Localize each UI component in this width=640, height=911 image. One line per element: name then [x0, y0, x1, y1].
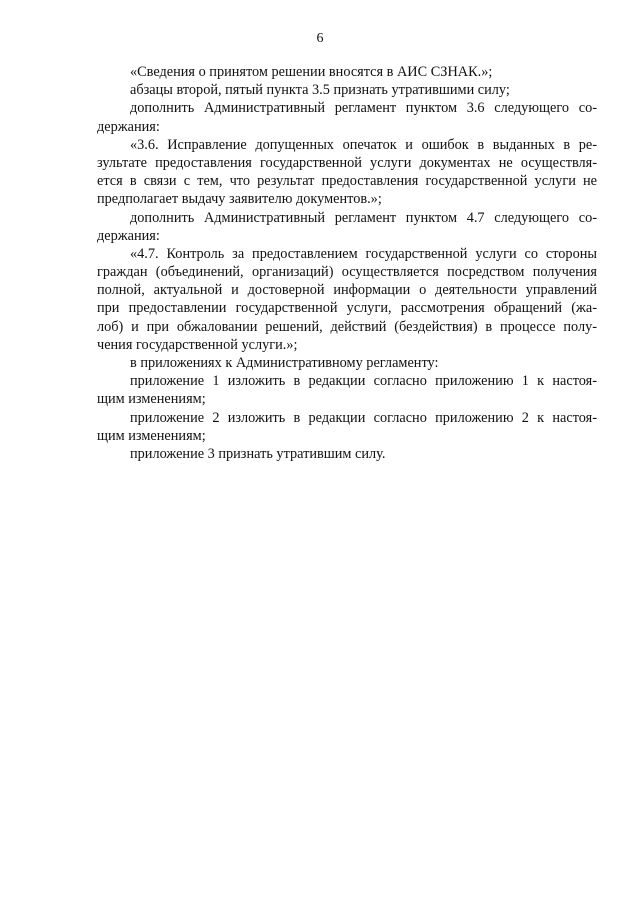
text-line: приложение 1 изложить в редакции согласно приложению 1 к настоя- [130, 373, 597, 390]
text-line: приложение 3 признать утратившим силу. [130, 445, 386, 462]
text-line: «4.7. Контроль за предоставлением государственной услуги со стороны [130, 245, 597, 262]
text-line: щим изменениям; [97, 427, 206, 444]
text-line: щим изменениям; [97, 391, 206, 408]
text-line: дополнить Административный регламент пунктом 3.6 следующего со- [130, 100, 597, 117]
text-line: «Сведения о принятом решении вносятся в АИС СЗНАК.»; [130, 64, 493, 80]
text-line: приложение 2 изложить в редакции согласно приложению 2 к настоя- [130, 409, 597, 426]
text-line: абзацы второй, пятый пункта 3.5 признать утратившими силу; [130, 82, 510, 99]
text-line: дополнить Административный регламент пунктом 4.7 следующего со- [130, 209, 597, 226]
text-line: зультате предоставления государственной услуги документах не осуществля- [97, 154, 597, 171]
text-line: держания: [97, 227, 160, 244]
document-body [97, 63, 597, 463]
text-line: полной, актуальной и достоверной информации о деятельности управлений [97, 282, 597, 299]
text-line: чения государственной услуги.»; [97, 336, 298, 353]
text-line: в приложениях к Административному регламенту: [130, 355, 439, 371]
text-line: «3.6. Исправление допущенных опечаток и ошибок в выданных в ре- [130, 136, 597, 153]
text-line: при предоставлении государственной услуги, рассмотрения обращений (жа- [97, 300, 597, 317]
page-number: 6 [316, 31, 324, 46]
text-line: граждан (объединений, организаций) осуществляется посредством получения [97, 264, 597, 281]
text-line: ется в связи с тем, что результат предоставления государственной услуги не [97, 173, 597, 190]
text-line: предполагает выдачу заявителю документов.»; [97, 191, 382, 208]
text-line: держания: [97, 118, 160, 135]
text-line: лоб) и при обжаловании решений, действий (бездействия) в процессе полу- [97, 318, 597, 335]
